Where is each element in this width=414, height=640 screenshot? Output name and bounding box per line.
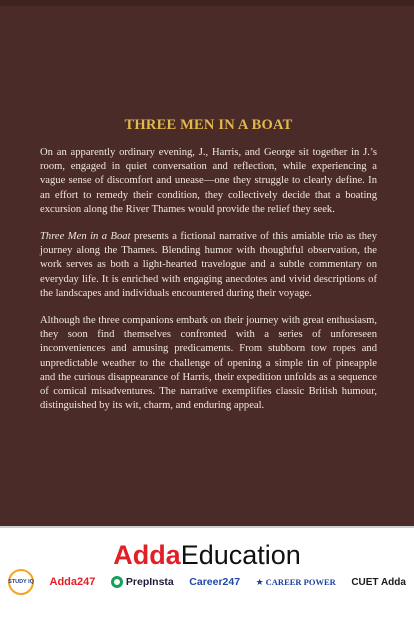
prepinsta-label: PrepInsta bbox=[125, 576, 174, 588]
adda247-logo bbox=[50, 576, 96, 588]
career247-logo bbox=[189, 576, 240, 588]
cuetadda-logo bbox=[351, 577, 406, 588]
brand-education: Education bbox=[180, 540, 301, 570]
partner-logos bbox=[8, 567, 406, 597]
top-edge-strip bbox=[0, 0, 414, 6]
brand-adda: Adda bbox=[113, 540, 181, 570]
book-title-italic: Three Men in a Boat bbox=[40, 231, 131, 243]
back-cover-text bbox=[40, 117, 377, 426]
cuetadda-label: CUET Adda bbox=[351, 576, 406, 588]
synopsis-paragraph-2 bbox=[40, 230, 377, 301]
prepinsta-circle-icon bbox=[111, 576, 123, 588]
careerpower-label: CAREER POWER bbox=[265, 577, 336, 587]
synopsis-paragraph-3: Although the three companions embark on their journey with great enthusiasm, they soon find themselves confronted with a series of unforeseen inconveniences and amusing predicaments. From stubborn tow ropes and unpredictable weather to the challenge of opening a simple tin of pineapple and the curious disappearance of Harris, their expedition unfolds as a sequence of comical misadventures. The narrative exemplifies classic British humour, distinguished by its wit, charm, and enduring appeal. bbox=[40, 315, 377, 412]
studyiq-badge-icon: STUDY IQ bbox=[8, 569, 34, 595]
career247-label: Career247 bbox=[189, 576, 241, 588]
adda247-label: Adda247 bbox=[49, 576, 96, 588]
studyiq-logo bbox=[8, 569, 34, 595]
prepinsta-logo bbox=[111, 576, 174, 588]
book-title: THREE MEN IN A BOAT bbox=[124, 117, 293, 133]
career-power-emblem-icon: ★ bbox=[255, 576, 264, 587]
careerpower-logo bbox=[256, 577, 336, 588]
synopsis-paragraph-2-text: presents a fictional narrative of this amiable trio as they journey along the Thames. Blending humor with thoughtful observation, the work serves as both a light-hearted travelogue and a subtle commentary on everyday life. It is enriched with engaging anecdotes and vivid descriptions of the landscapes and individuals encountered during their voyage. bbox=[40, 231, 377, 299]
synopsis-paragraph-1: On an apparently ordinary evening, J., Harris, and George sit together in J.’s room, engaged in quiet conversation and reflection, while experiencing a vague sense of discomfort and unease—one they struggle to clearly define. In an effort to remedy their condition, they collectively decide that a boating excursion along the River Thames would provide the relief they seek. bbox=[40, 147, 377, 215]
